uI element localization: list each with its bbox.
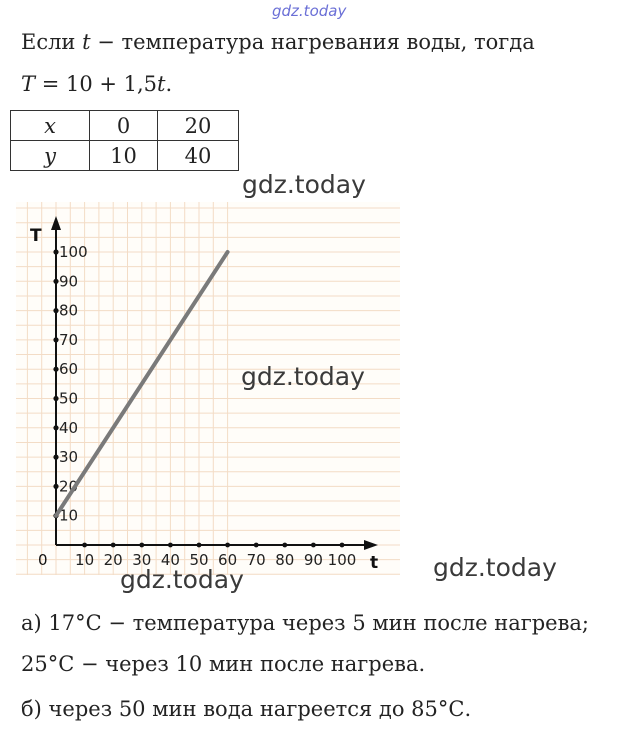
y-tick-dot: [53, 249, 58, 254]
x-tick-dot: [168, 543, 173, 548]
watermark-4: gdz.today: [433, 553, 557, 582]
answer-a-line2: 25°С − через 10 мин после нагрева.: [21, 652, 426, 676]
table-row: [11, 141, 239, 171]
intro-variable: t: [82, 30, 91, 54]
table-cell: x: [11, 111, 90, 141]
watermark-2: gdz.today: [241, 362, 365, 391]
formula-end: .: [165, 72, 173, 96]
x-tick-dot: [340, 543, 345, 548]
x-tick-label: 70: [246, 551, 266, 569]
y-tick-dot: [53, 308, 58, 313]
intro-suffix: − температура нагревания воды, тогда: [90, 30, 535, 54]
x-tick-label: 60: [218, 551, 238, 569]
x-tick-label: 80: [275, 551, 295, 569]
table-cell: 10: [90, 141, 158, 171]
watermark-top: gdz.today: [272, 2, 347, 20]
x-tick-dot: [82, 543, 87, 548]
intro-line: [21, 30, 535, 54]
answer-b-line: б) через 50 мин вода нагреется до 85°С.: [21, 697, 472, 721]
x-axis-label: t: [370, 553, 379, 573]
y-tick-dot: [53, 425, 58, 430]
x-tick-label: 50: [189, 551, 209, 569]
formula-var: t: [157, 72, 166, 96]
x-tick-dot: [225, 543, 230, 548]
table-row: [11, 111, 239, 141]
x-tick-label: 30: [132, 551, 152, 569]
y-tick-dot: [53, 279, 58, 284]
table-cell: 40: [158, 141, 239, 171]
x-tick-dot: [139, 543, 144, 548]
y-tick-label: 80: [59, 301, 79, 320]
y-tick-dot: [53, 367, 58, 372]
x-tick-label: 40: [160, 551, 180, 569]
x-tick-label: 10: [75, 551, 95, 569]
y-tick-label: 70: [59, 330, 79, 349]
table-cell: y: [11, 141, 90, 171]
formula-lhs: T: [21, 72, 36, 96]
y-axis-label: T: [30, 226, 42, 246]
y-tick-label: 30: [59, 448, 79, 467]
answer-a-line1: а) 17°С − температура через 5 мин после нагрева;: [21, 611, 590, 635]
origin-label: 0: [38, 551, 48, 569]
table-cell: 20: [158, 111, 239, 141]
y-tick-label: 20: [59, 477, 79, 496]
x-tick-dot: [254, 543, 259, 548]
x-tick-dot: [282, 543, 287, 548]
y-tick-label: 100: [59, 243, 88, 261]
formula-mid: = 10 + 1,5: [35, 72, 158, 96]
y-tick-dot: [53, 337, 58, 342]
x-tick-dot: [197, 543, 202, 548]
y-tick-label: 50: [59, 389, 79, 408]
watermark-3: gdz.today: [120, 565, 244, 594]
table-cell: 0: [90, 111, 158, 141]
y-tick-label: 60: [59, 360, 79, 379]
y-tick-label: 10: [59, 506, 79, 525]
x-tick-dot: [111, 543, 116, 548]
x-tick-label: 100: [327, 551, 357, 569]
x-tick-label: 20: [103, 551, 123, 569]
value-table: [10, 110, 239, 171]
x-tick-label: 90: [303, 551, 323, 569]
y-tick-label: 40: [59, 418, 79, 437]
watermark-1: gdz.today: [242, 170, 366, 199]
x-tick-dot: [311, 543, 316, 548]
y-tick-dot: [53, 455, 58, 460]
intro-prefix: Если: [21, 30, 83, 54]
y-tick-dot: [53, 484, 58, 489]
formula-line: [21, 72, 172, 96]
y-tick-label: 90: [59, 272, 79, 291]
y-tick-dot: [53, 396, 58, 401]
